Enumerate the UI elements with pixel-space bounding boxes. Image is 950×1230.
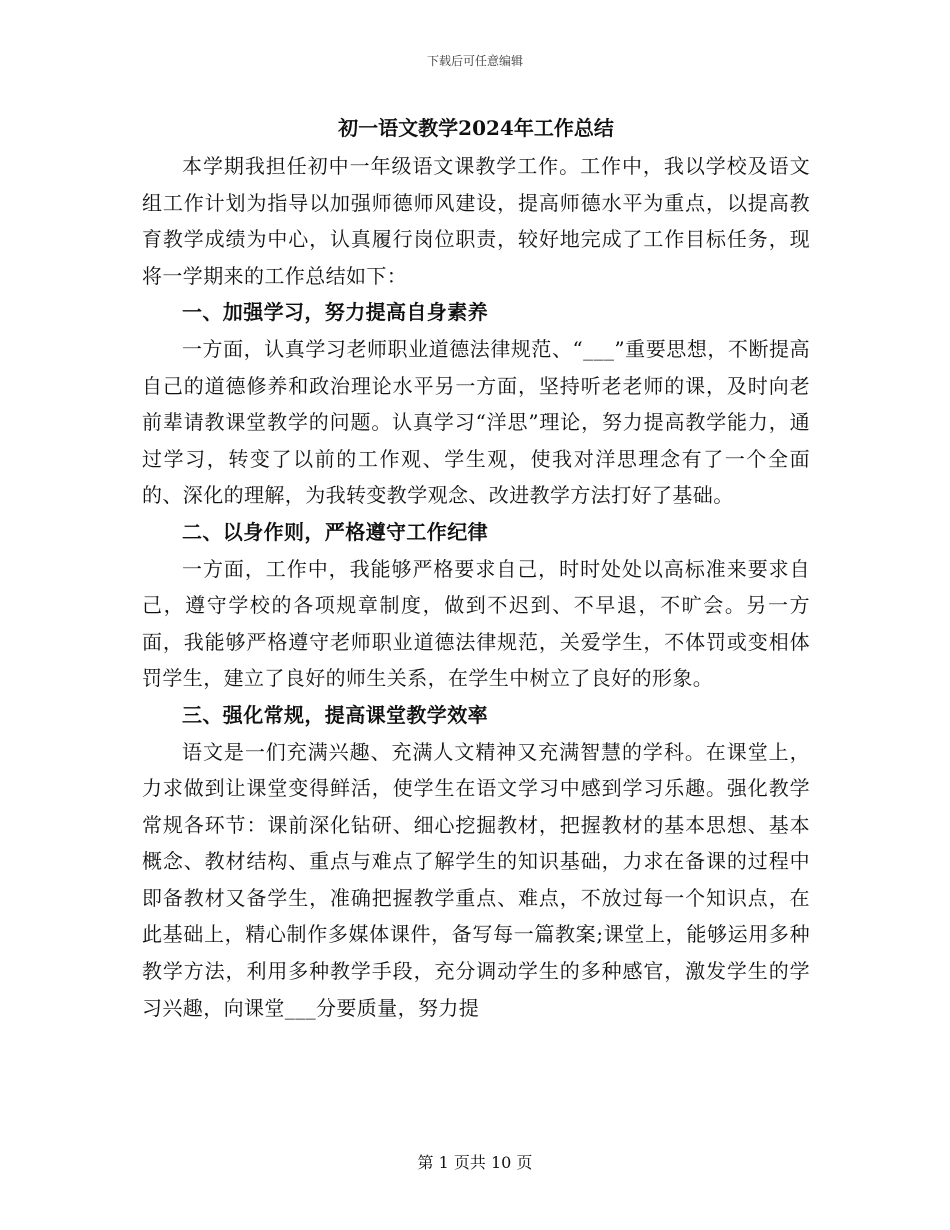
section-heading-1: 一、加强学习，努力提高自身素养 — [182, 300, 488, 325]
section-heading-2: 二、以身作则，严格遵守工作纪律 — [182, 519, 488, 544]
header-note: 下载后可任意编辑 — [426, 54, 523, 68]
page-footer: 第 1 页共 10 页 — [417, 1153, 533, 1172]
document-body — [142, 108, 810, 1026]
section-body-1: 一方面，认真学习老师职业道德法律规范、“___”重要思想，不断提高自己的道德修养和政治理论水平另一方面，坚持听老老师的课，及时向老前辈请教课堂教学的问题。认真学习“洋思”理论，努力提高教学能力，通过学习，转变了以前的工作观、学生观，使我对洋思理念有了一个全面的、深化的理解，为我转变教学观念、改进教学方法打好了基础。 — [142, 336, 810, 508]
document-title: 初一语文教学2024年工作总结 — [338, 116, 614, 140]
intro-paragraph: 本学期我担任初中一年级语文课教学工作。工作中，我以学校及语文组工作计划为指导以加强师德师风建设，提高师德水平为重点，以提高教育教学成绩为中心，认真履行岗位职责，较好地完成了工作目标任务，现将一学期来的工作总结如下： — [142, 154, 810, 288]
section-heading-3: 三、强化常规，提高课堂教学效率 — [182, 702, 488, 727]
section-body-3: 语文是一们充满兴趣、充满人文精神又充满智慧的学科。在课堂上，力求做到让课堂变得鲜活，使学生在语文学习中感到学习乐趣。强化教学常规各环节：课前深化钻研、细心挖掘教材，把握教材的基本思想、基本概念、教材结构、重点与难点了解学生的知识基础，力求在备课的过程中即备教材又备学生，准确把握教学重点、难点，不放过每一个知识点，在此基础上，精心制作多媒体课件，备写每一篇教案;课堂上，能够运用多种教学方法，利用多种教学手段，充分调动学生的多种感官，激发学生的学习兴趣，向课堂___分要质量，努力提 — [142, 739, 810, 1020]
section-body-2: 一方面，工作中，我能够严格要求自己，时时处处以高标准来要求自己，遵守学校的各项规章制度，做到不迟到、不早退，不旷会。另一方面，我能够严格遵守老师职业道德法律规范，关爱学生，不体罚或变相体罚学生，建立了良好的师生关系，在学生中树立了良好的形象。 — [142, 556, 810, 691]
